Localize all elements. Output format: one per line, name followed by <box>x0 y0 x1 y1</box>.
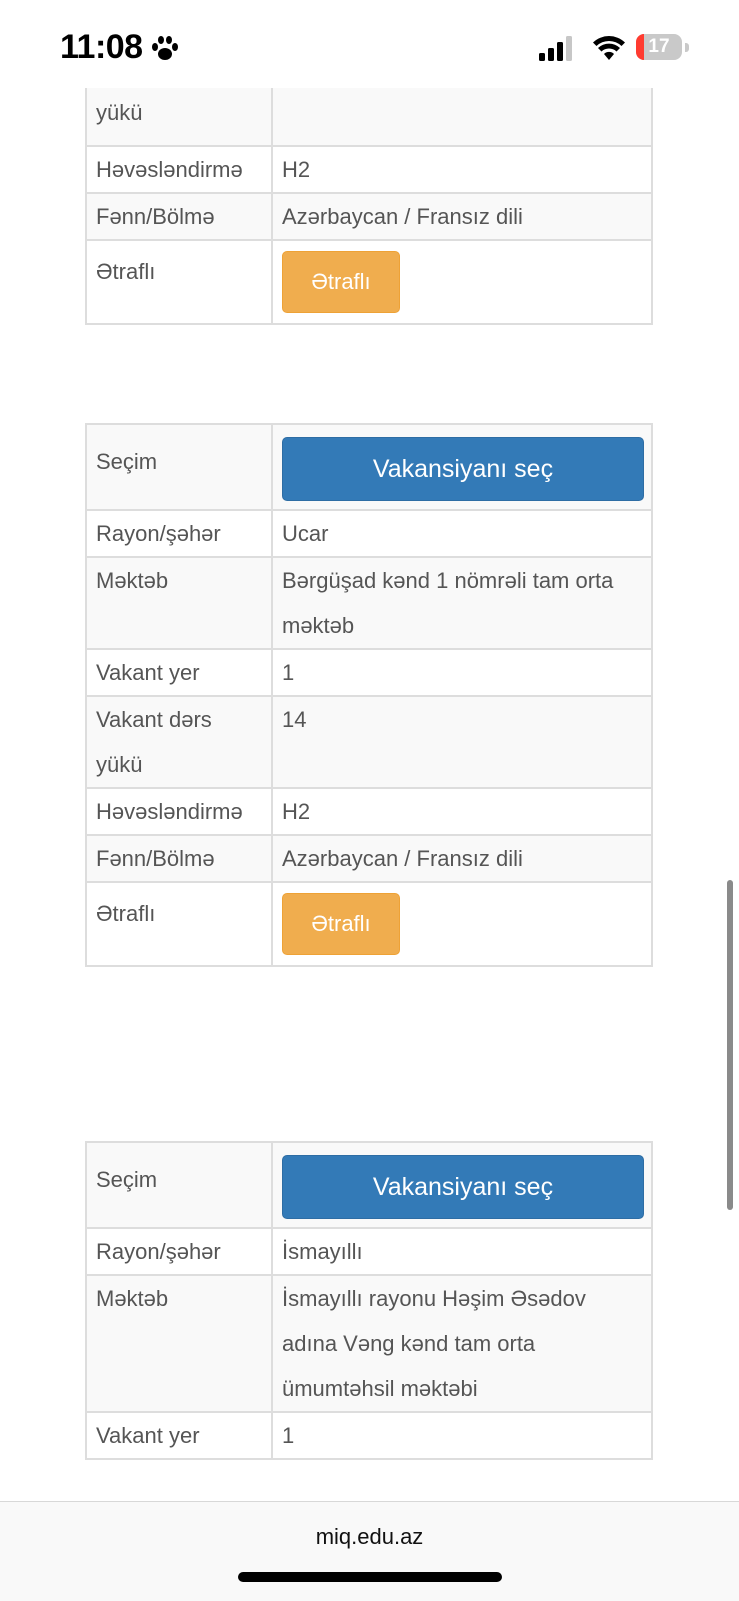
vacancy-table <box>85 60 653 325</box>
row-value: Azərbaycan / Fransız dili <box>272 193 652 240</box>
details-button[interactable]: Ətraflı <box>282 893 400 955</box>
battery-icon <box>636 34 690 62</box>
row-label: Vakant dərs yükü <box>86 696 272 788</box>
row-label: Rayon/şəhər <box>86 510 272 557</box>
vacancy-table <box>85 423 653 967</box>
select-vacancy-button[interactable]: Vakansiyanı seç <box>282 1155 644 1219</box>
row-label: Ətraflı <box>86 882 272 966</box>
row-value: Azərbaycan / Fransız dili <box>272 835 652 882</box>
row-label: Rayon/şəhər <box>86 1228 272 1275</box>
row-value: H2 <box>272 788 652 835</box>
row-label: yükü <box>86 61 272 146</box>
home-indicator[interactable] <box>238 1572 502 1582</box>
select-vacancy-button[interactable]: Vakansiyanı seç <box>282 437 644 501</box>
row-value: İsmayıllı rayonu Həşim Əsədov adına Vəng kənd tam orta ümumtəhsil məktəbi <box>272 1275 652 1412</box>
row-label: Məktəb <box>86 557 272 649</box>
clock: 11:08 <box>60 28 143 66</box>
row-value: H2 <box>272 146 652 193</box>
row-value: 1 <box>272 1412 652 1459</box>
row-label: Vakant yer <box>86 1412 272 1459</box>
row-value: Ucar <box>272 510 652 557</box>
row-label: Həvəsləndirmə <box>86 146 272 193</box>
paw-icon <box>150 34 180 64</box>
row-label: Fənn/Bölmə <box>86 835 272 882</box>
row-label: Fənn/Bölmə <box>86 193 272 240</box>
status-bar <box>0 0 739 88</box>
row-label: Seçim <box>86 424 272 510</box>
row-value: 14 <box>272 696 652 788</box>
row-label: Məktəb <box>86 1275 272 1412</box>
url-text[interactable]: miq.edu.az <box>315 1524 424 1549</box>
row-label: Ətraflı <box>86 240 272 324</box>
vacancy-table <box>85 1141 653 1460</box>
wifi-icon <box>592 34 626 62</box>
row-value: 1 <box>272 649 652 696</box>
battery-percent: 17 <box>648 36 670 57</box>
row-label: Həvəsləndirmə <box>86 788 272 835</box>
row-value: Bərgüşad kənd 1 nömrəli tam orta məktəb <box>272 557 652 649</box>
row-label: Vakant yer <box>86 649 272 696</box>
row-value: İsmayıllı <box>272 1228 652 1275</box>
scrollbar[interactable] <box>727 880 733 1210</box>
row-label: Seçim <box>86 1142 272 1228</box>
browser-url-bar[interactable] <box>0 1501 739 1601</box>
cellular-signal-icon <box>539 36 579 62</box>
details-button[interactable]: Ətraflı <box>282 251 400 313</box>
